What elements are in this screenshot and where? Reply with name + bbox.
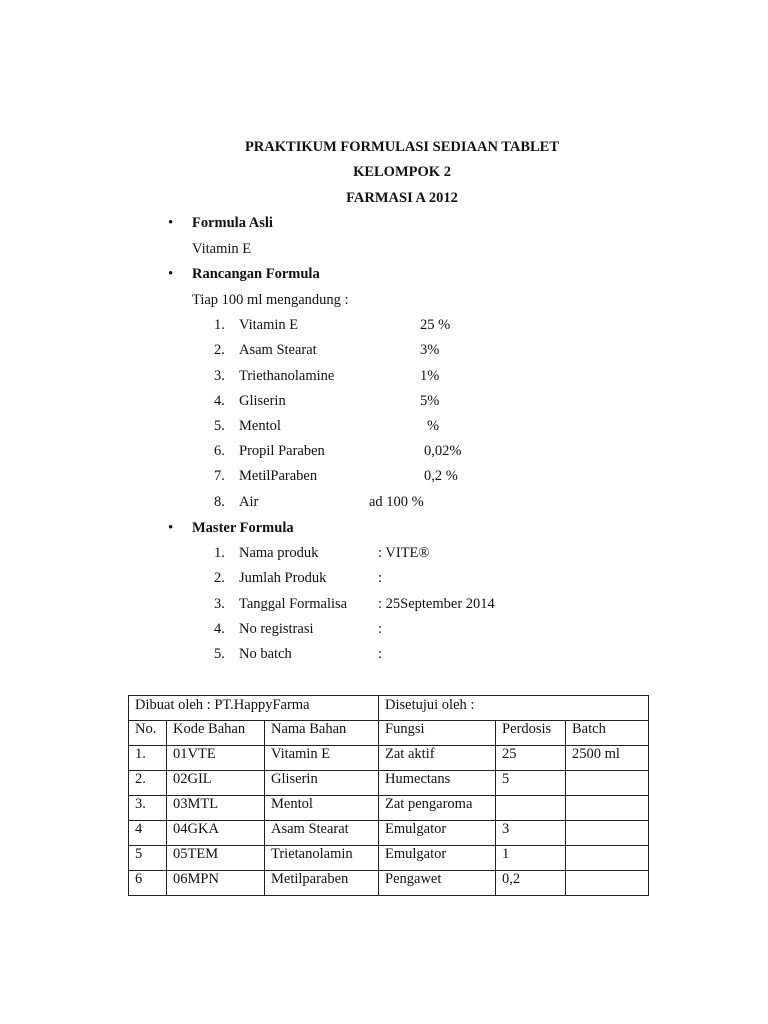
list-item-number: 5. bbox=[214, 646, 225, 662]
master-field-value: : bbox=[378, 621, 383, 637]
column-header: Batch bbox=[566, 721, 649, 746]
rancangan-intro: Tiap 100 ml mengandung : bbox=[192, 292, 349, 308]
master-field-label: Jumlah Produk bbox=[239, 570, 327, 586]
table-cell: Asam Stearat bbox=[265, 821, 379, 846]
table-cell bbox=[566, 821, 649, 846]
bullet-icon: • bbox=[168, 266, 174, 282]
ingredient-name: MetilParaben bbox=[239, 468, 318, 484]
table-cell: 3. bbox=[129, 796, 167, 821]
ingredient-amount: % bbox=[427, 418, 440, 434]
master-field-value: : 25September 2014 bbox=[378, 596, 495, 612]
master-field-value: : bbox=[378, 570, 383, 586]
master-field-label: Nama produk bbox=[239, 545, 319, 561]
table-cell: 6 bbox=[129, 871, 167, 896]
table-cell: 4 bbox=[129, 821, 167, 846]
list-item-number: 5. bbox=[214, 418, 225, 434]
master-field-label: No registrasi bbox=[239, 621, 314, 637]
list-item-number: 2. bbox=[214, 570, 225, 586]
rancangan-heading: Rancangan Formula bbox=[192, 266, 320, 282]
table-cell: 04GKA bbox=[167, 821, 265, 846]
table-meta-row bbox=[129, 696, 649, 721]
table-row bbox=[129, 846, 649, 871]
ingredient-name: Triethanolamine bbox=[239, 368, 335, 384]
list-item-number: 6. bbox=[214, 443, 225, 459]
list-item-number: 7. bbox=[214, 468, 225, 484]
list-item-number: 1. bbox=[214, 317, 225, 333]
table-cell: 06MPN bbox=[167, 871, 265, 896]
list-item-number: 3. bbox=[214, 368, 225, 384]
ingredient-name: Propil Paraben bbox=[239, 443, 325, 459]
table-cell: Pengawet bbox=[379, 871, 496, 896]
bullet-icon: • bbox=[168, 215, 174, 231]
document-title: PRAKTIKUM FORMULASI SEDIAAN TABLET bbox=[244, 139, 560, 155]
made-by-cell: Dibuat oleh : PT.HappyFarma bbox=[129, 696, 379, 721]
table-cell: Trietanolamin bbox=[265, 846, 379, 871]
column-header: Kode Bahan bbox=[167, 721, 265, 746]
table-cell: 1. bbox=[129, 746, 167, 771]
ingredient-amount: ad 100 % bbox=[369, 494, 424, 510]
table-cell: 2500 ml bbox=[566, 746, 649, 771]
formula-asli-heading: Formula Asli bbox=[192, 215, 273, 231]
bullet-icon: • bbox=[168, 520, 174, 536]
list-item-number: 2. bbox=[214, 342, 225, 358]
table-cell: Vitamin E bbox=[265, 746, 379, 771]
table-header-row bbox=[129, 721, 649, 746]
table-row bbox=[129, 821, 649, 846]
list-item-number: 4. bbox=[214, 621, 225, 637]
ingredient-name: Mentol bbox=[239, 418, 281, 434]
ingredient-amount: 0,2 % bbox=[424, 468, 458, 484]
table-cell: 02GIL bbox=[167, 771, 265, 796]
list-item-number: 3. bbox=[214, 596, 225, 612]
master-field-value: : bbox=[378, 646, 383, 662]
class-label: FARMASI A 2012 bbox=[346, 190, 458, 206]
master-formula-table bbox=[128, 695, 649, 896]
table-cell bbox=[566, 871, 649, 896]
ingredient-name: Asam Stearat bbox=[239, 342, 317, 358]
table-cell: 03MTL bbox=[167, 796, 265, 821]
column-header: Fungsi bbox=[379, 721, 496, 746]
table-cell: 2. bbox=[129, 771, 167, 796]
ingredient-name: Air bbox=[239, 494, 259, 510]
table-cell: Emulgator bbox=[379, 846, 496, 871]
ingredient-amount: 25 % bbox=[420, 317, 451, 333]
table-cell: Emulgator bbox=[379, 821, 496, 846]
table-cell bbox=[566, 796, 649, 821]
column-header: Nama Bahan bbox=[265, 721, 379, 746]
table-cell: Zat aktif bbox=[379, 746, 496, 771]
ingredient-amount: 0,02% bbox=[424, 443, 462, 459]
formula-asli-content: Vitamin E bbox=[192, 241, 252, 257]
table-cell bbox=[566, 846, 649, 871]
table-cell bbox=[496, 796, 566, 821]
table-cell: Mentol bbox=[265, 796, 379, 821]
master-field-label: No batch bbox=[239, 646, 292, 662]
list-item-number: 4. bbox=[214, 393, 225, 409]
master-field-label: Tanggal Formalisa bbox=[239, 596, 348, 612]
column-header: No. bbox=[129, 721, 167, 746]
ingredient-amount: 5% bbox=[420, 393, 440, 409]
table-cell: Zat pengaroma bbox=[379, 796, 496, 821]
table-cell: 25 bbox=[496, 746, 566, 771]
table-cell: 1 bbox=[496, 846, 566, 871]
master-field-value: : VITE® bbox=[378, 545, 430, 561]
table-cell: 01VTE bbox=[167, 746, 265, 771]
table-cell bbox=[566, 771, 649, 796]
list-item-number: 1. bbox=[214, 545, 225, 561]
table-row bbox=[129, 871, 649, 896]
table-cell: 5 bbox=[129, 846, 167, 871]
group-label: KELOMPOK 2 bbox=[353, 164, 451, 180]
ingredient-amount: 3% bbox=[420, 342, 440, 358]
ingredient-name: Vitamin E bbox=[239, 317, 299, 333]
table-row bbox=[129, 746, 649, 771]
table-row bbox=[129, 796, 649, 821]
table-cell: Metilparaben bbox=[265, 871, 379, 896]
approved-by-cell: Disetujui oleh : bbox=[379, 696, 649, 721]
table-cell: 0,2 bbox=[496, 871, 566, 896]
table-cell: 05TEM bbox=[167, 846, 265, 871]
table-cell: Gliserin bbox=[265, 771, 379, 796]
table-cell: Humectans bbox=[379, 771, 496, 796]
table-cell: 3 bbox=[496, 821, 566, 846]
table-cell: 5 bbox=[496, 771, 566, 796]
ingredient-amount: 1% bbox=[420, 368, 440, 384]
master-formula-heading: Master Formula bbox=[192, 520, 294, 536]
column-header: Perdosis bbox=[496, 721, 566, 746]
ingredient-name: Gliserin bbox=[239, 393, 286, 409]
list-item-number: 8. bbox=[214, 494, 225, 510]
table-row bbox=[129, 771, 649, 796]
